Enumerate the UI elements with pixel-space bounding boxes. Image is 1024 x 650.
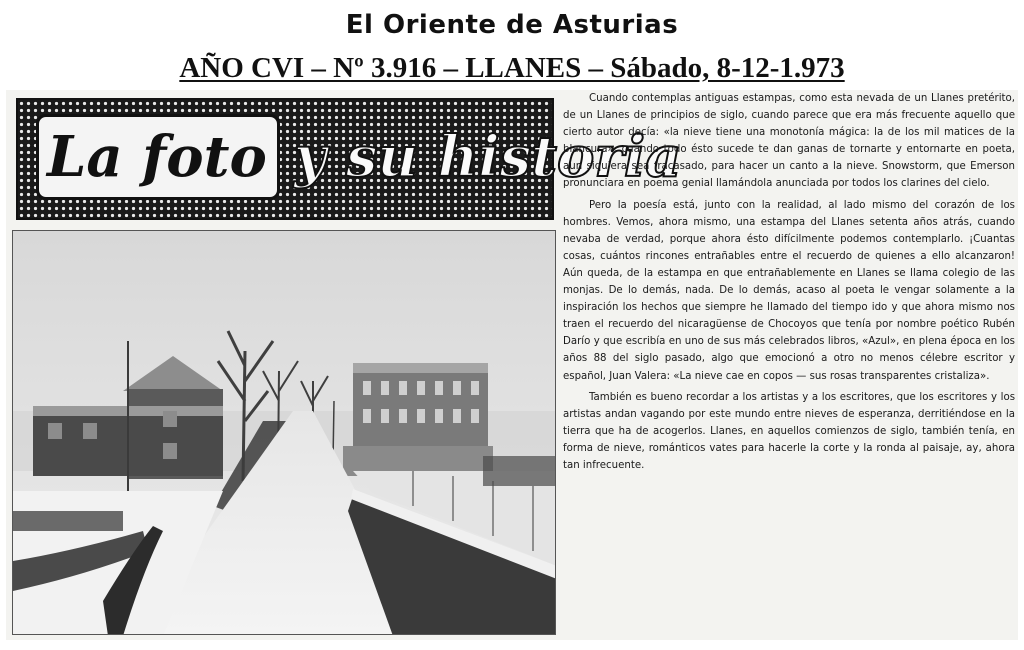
article-paragraph-3: También es bueno recordar a los artistas y a los escritores, que los escritores y los artistas andan vagando por este mundo entre nieves de esperanza, derritiéndose en la tierra que ha de acogerlos. Llanes, en aquellos comienzos de siglo, también tenía, en forma de nieve, románticos vates para hacerle la corte y la ronda al paisaje, ay, ahora tan infrecuente. xyxy=(563,391,1015,471)
article-text xyxy=(563,90,1015,640)
article-paragraph-1: Cuando contemplas antiguas estampas, como esta nevada de un Llanes pretérito, de un Llanes de principios de siglo, cuando parece que era más frecuente aquello que cierto autor decía: «la nieve tiene una monotonía mágica: la de los mil matices de la blancura», cuando todo ésto sucede te dan ganas de tornarte y entornarte en poeta, aun siquiera sea fracasado, para hacer un canto a la nieve. Snowstorm, que Emerson pronunciara en poema genial llamándola anunciada por todos los clarines del cielo. xyxy=(563,93,1015,190)
section-banner xyxy=(16,98,682,220)
banner-title-part1: La foto xyxy=(36,114,280,200)
article-paragraph-2: Pero la poesía está, junto con la realidad, al lado mismo del corazón de los hombres. Vemos, ahora mismo, una estampa del Llanes setenta años atrás, cuando nevaba de verdad, porque ahora ésto difícilmente podemos contemplarlo. ¡Cuantas cosas, cuántos rincones entrañables entre el recuerdo de quienes a ello alcanzaron! Aún queda, de la estampa en que entrañablemente en Llanes se llama colegio de las monjas. De lo demás, nada. De lo demás, acaso al poeta le vengar solamente a la inspiración los hechos que siempre he llamado del tiempo ido y que ahora mismo nos traen el recuerdo del nicaragüense de Chocoyos que tenía por nombre poético Rubén Darío y que escribía en uno de sus más celebrados libros, «Azul», en plena época en los años 88 del siglo pasado, algo que emocionó a otro no menos célebre escritor y español, Juan Valera: «La nieve cae en copos — sus rosas transparentes cristaliza». xyxy=(563,199,1015,382)
snow-scene-photo xyxy=(12,230,556,635)
left-wall xyxy=(13,511,123,531)
newspaper-clipping xyxy=(6,90,1018,640)
issue-line-text: AÑO CVI – Nº 3.916 – LLANES – Sábado, 8-12-1.973 xyxy=(179,52,845,84)
banner-title-part2: y su historia xyxy=(293,124,682,190)
far-bushes xyxy=(483,456,556,486)
issue-line xyxy=(0,52,1024,85)
right-building xyxy=(343,363,493,476)
masthead: El Oriente de Asturias xyxy=(345,10,679,40)
snow-scene-illustration xyxy=(13,231,556,635)
